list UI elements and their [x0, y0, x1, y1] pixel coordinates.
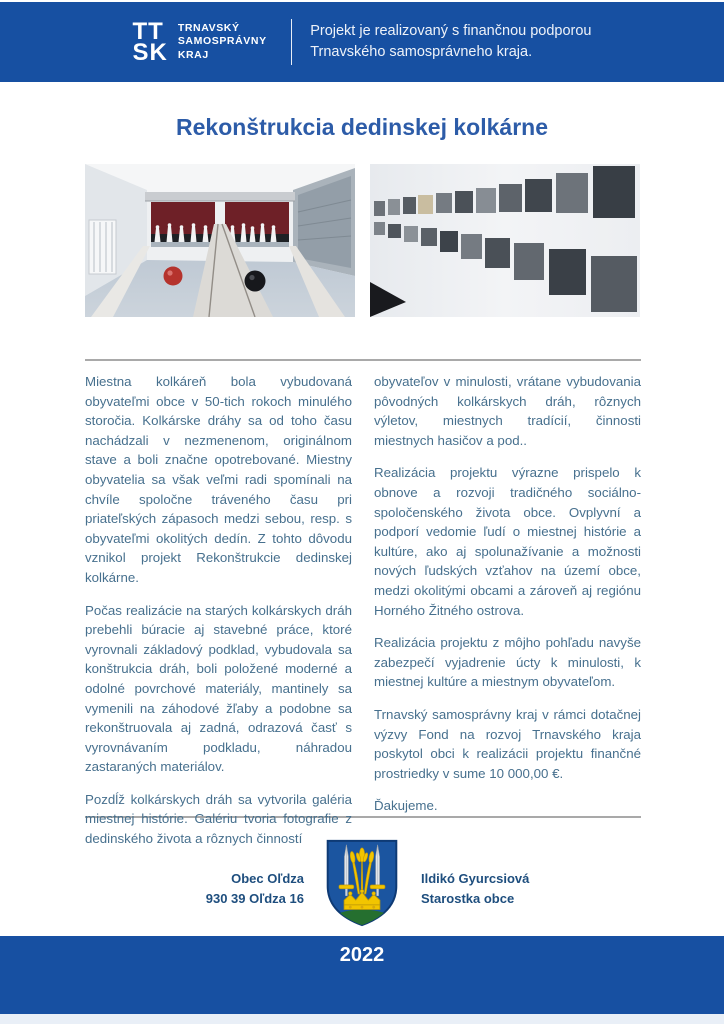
gallery-wall-illustration [370, 164, 640, 317]
ttsk-logo-letters [132, 18, 168, 66]
logo-tt: TT [132, 18, 164, 45]
article-body [85, 372, 641, 862]
logo-sk: SK [132, 39, 168, 66]
org-name [178, 22, 267, 63]
org-name-line2: SAMOSPRÁVNY [177, 35, 267, 48]
paragraph: Pozdĺž kolkárskych dráh sa vytvorila galéria miestnej histórie. Galériu tvoria fotografie z dedinského života a rôznych činností [85, 791, 352, 847]
header-band [0, 2, 724, 82]
page-title: Rekonštrukcia dedinskej kolkárne [176, 114, 548, 140]
mayor-title: Starostka obce [421, 891, 515, 906]
paragraph: Trnavský samosprávny kraj v rámci dotačnej výzvy Fond na rozvoj Trnavského kraja poskytol obci k realizácii projektu finančné prostriedky v sume 10 000,00 €. [374, 706, 641, 781]
municipality-name: Obec Oľdza [231, 871, 304, 886]
ttsk-logo [132, 18, 267, 66]
bottom-strip [0, 1014, 724, 1024]
gallery-wall-photo [370, 164, 640, 317]
header-divider [291, 19, 293, 65]
org-name-line1: TRNAVSKÝ [177, 21, 240, 34]
divider-top [85, 359, 641, 361]
municipality-address-line: 930 39 Oľdza 16 [205, 891, 304, 906]
bowling-alley-illustration [85, 164, 355, 317]
article-right-column [374, 372, 641, 862]
oldza-coat-of-arms [323, 835, 401, 931]
org-name-line3: KRAJ [177, 48, 209, 61]
paragraph: Miestna kolkáreň bola vybudovaná obyvateľmi obce v 50-tich rokoch minulého storočia. Kolkárske dráhy sa od toho času nachádzali v nezmenenom, originálnom stave a boli značne opotrebované. Miestny obyvatelia sa však veľmi radi spomínali na chvíle spoločne tráveného času pri priateľských zápasoch medzi sebou, resp. s obyvateľmi okolitých dedín. Z tohto dôvodu vznikol projekt Rekonštrukcie dedinskej kolkárne. [85, 374, 352, 585]
footer-band [0, 936, 724, 1014]
mayor-name: Ildikó Gyurcsiová [421, 871, 530, 886]
article-left-column [85, 372, 352, 862]
paragraph: Ďakujeme. [374, 798, 438, 814]
municipality-address [206, 869, 304, 909]
paragraph: obyvateľov v minulosti, vrátane vybudovania pôvodných kolkárskych dráh, rôznych výletov, miestnych tradícií, činnosti miestnych hasičov a pod.. [374, 374, 641, 448]
paragraph: Realizácia projektu výrazne prispelo k obnove a rozvoji tradičného sociálno-spoločenského života obce. Ovplyvní a podporí vedomie ľudí o miestnej histórie a kultúre, ako aj spolunažívanie a možnosti nových ľudských vzťahov na území obce, medzi okolitými obcami a zároveň aj regiónu Horného Žitného ostrova. [374, 465, 641, 618]
support-text-line2: Trnavského samosprávneho kraja. [310, 44, 533, 60]
mayor-signature [421, 869, 529, 909]
bowling-alley-photo [85, 164, 355, 317]
support-text-line1: Projekt je realizovaný s finančnou podporou [310, 23, 592, 39]
paragraph: Realizácia projektu z môjho pohľadu navyše zabezpečí vyjadrenie úcty k minulosti, k miestnej kultúre a miestnym obyvateľom. [374, 635, 641, 690]
coat-of-arms-icon [323, 835, 401, 931]
support-text [310, 21, 591, 63]
paragraph: Počas realizácie na starých kolkárskych dráh prebehli búracie aj stavebné práce, ktoré vyrovnali základový podklad, vybudovala sa konštrukcia dráh, boli položené moderné a odolné povrchové materiály, mantinely sa vymenili na záhodové žľaby a podobne sa rekonštruovala aj zadná, odrazová časť s vyrovnávaním podkladu, náhradou zastaraných materiálov. [85, 602, 352, 775]
footer-year: 2022 [339, 944, 385, 966]
